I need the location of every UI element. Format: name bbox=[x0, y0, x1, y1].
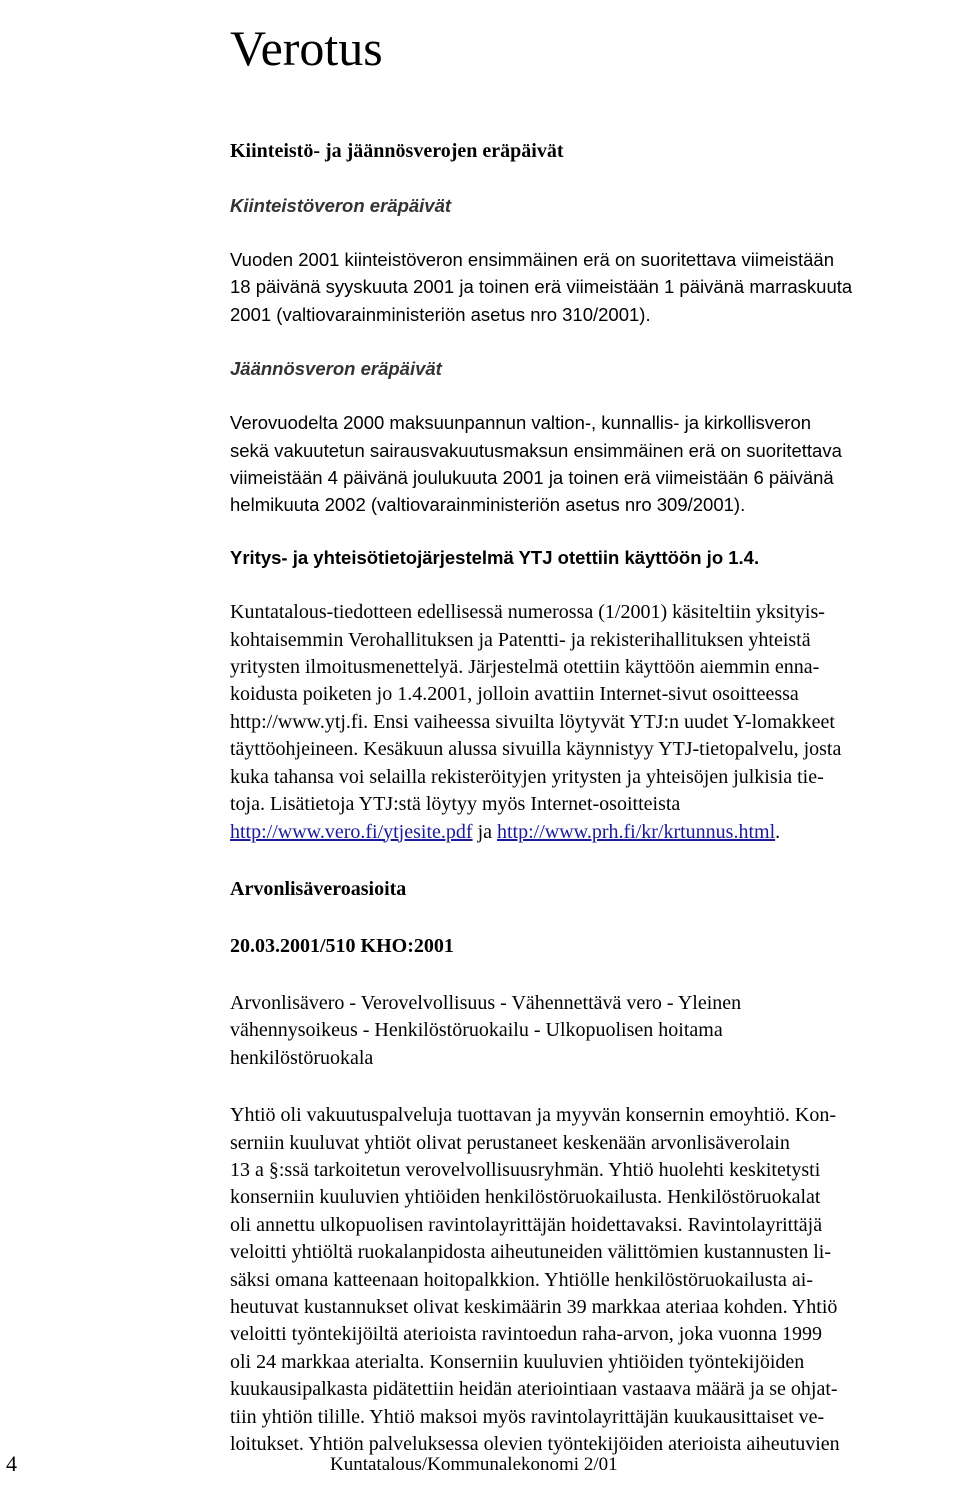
text-line: veloitti yhtiöltä ruokalanpidosta aiheutuneiden välittömien kustannusten li- bbox=[230, 1241, 831, 1264]
text-line: henkilöstöruokala bbox=[230, 1046, 374, 1069]
text-line: täyttöohjeineen. Kesäkuun alussa sivuilla käynnistyy YTJ-tietopalvelu, josta bbox=[230, 738, 842, 761]
text-line: 18 päivänä syyskuuta 2001 ja toinen erä viimeistään 1 päivänä marraskuuta bbox=[230, 276, 853, 298]
text-line: Verovuodelta 2000 maksuunpannun valtion-, kunnallis- ja kirkollisveron bbox=[230, 412, 812, 434]
text-line: oli annettu ulkopuolisen ravintolayrittäjän hoidettavaksi. Ravintolayrittäjä bbox=[230, 1213, 823, 1236]
vero-ytjesite-link[interactable]: http://www.vero.fi/ytjesite.pdf bbox=[230, 820, 473, 843]
text-line: kuukausipalkasta pidätettiin heidän ateriointiaan vastaava määrä ja se ohjat- bbox=[230, 1378, 838, 1401]
text-line: säksi omana katteenaan hoitopalkkion. Yhtiölle henkilöstöruokailusta ai- bbox=[230, 1268, 814, 1291]
text-line: Vuoden 2001 kiinteistöveron ensimmäinen erä on suoritettava viimeistään bbox=[230, 249, 834, 270]
section-heading-property-tax: Kiinteistö- ja jäännösverojen eräpäivät bbox=[230, 140, 564, 162]
subheading-property-tax-dates: Kiinteistöveron eräpäivät bbox=[230, 195, 452, 216]
text-line: Yhtiö oli vakuutuspalveluja tuottavan ja myyvän konsernin emoyhtiö. Kon- bbox=[230, 1104, 837, 1127]
text-line: 2001 (valtiovarainministeriön asetus nro 310/2001). bbox=[230, 303, 651, 325]
subheading-residual-tax-dates: Jäännösveron eräpäivät bbox=[230, 358, 442, 380]
case-heading: 20.03.2001/510 KHO:2001 bbox=[230, 934, 454, 957]
section-heading-vat: Arvonlisäveroasioita bbox=[230, 877, 407, 900]
text-line: http://www.ytj.fi. Ensi vaiheessa sivuilta löytyvät YTJ:n uudet Y-lomakkeet bbox=[230, 710, 835, 733]
text-line: yritysten ilmoitusmenettelyä. Järjestelmä otettiin käyttöön aiemmin enna- bbox=[230, 656, 820, 679]
text-line: helmikuuta 2002 (valtiovarainministeriön asetus nro 309/2001). bbox=[230, 494, 746, 516]
text-line: viimeistään 4 päivänä joulukuuta 2001 ja toinen erä viimeistään 6 päivänä bbox=[230, 467, 834, 489]
case-keywords bbox=[230, 990, 956, 1072]
text-line: veloitti työntekijöiltä aterioista ravintoedun raha-arvon, joka vuonna 1999 bbox=[230, 1323, 823, 1346]
page-title: Verotus bbox=[230, 20, 383, 76]
text-line: loitukset. Yhtiön palveluksessa olevien työntekijöiden aterioista aiheutuvien bbox=[230, 1433, 840, 1455]
link-joiner-text: ja bbox=[472, 820, 497, 843]
section-heading-ytj: Yritys- ja yhteisötietojärjestelmä YTJ otettiin käyttöön jo 1.4. bbox=[230, 546, 760, 568]
text-line: sekä vakuutetun sairausvakuutusmaksun ensimmäinen erä on suoritettava bbox=[230, 439, 842, 461]
paragraph-ytj bbox=[230, 599, 956, 846]
footer-publication: Kuntatalous/Kommunalekonomi 2/01 bbox=[330, 1454, 618, 1475]
text-line: heutuvat kustannukset olivat keskimäärin 39 markkaa ateriaa kohden. Yhtiö bbox=[230, 1295, 838, 1318]
document-page bbox=[230, 18, 956, 1458]
links-line bbox=[230, 819, 956, 846]
link-end-text: . bbox=[775, 820, 781, 843]
text-line: oli 24 markkaa aterialta. Konserniin kuuluvien yhtiöiden työntekijöiden bbox=[230, 1350, 805, 1373]
text-line: serniin kuuluvat yhtiöt olivat perustaneet keskenään arvonlisäverolain bbox=[230, 1131, 790, 1154]
paragraph-property-tax bbox=[230, 246, 956, 328]
text-line: tiin yhtiön tilille. Yhtiö maksoi myös ravintolayrittäjän kuukausittaiset ve- bbox=[230, 1405, 825, 1428]
text-line: Kuntatalous-tiedotteen edellisessä numerossa (1/2001) käsiteltiin yksityis- bbox=[230, 601, 825, 624]
text-line: konserniin kuuluvien yhtiöiden henkilöstöruokailusta. Henkilöstöruokalat bbox=[230, 1186, 821, 1209]
case-body bbox=[230, 1102, 956, 1458]
text-line: 13 a §:ssä tarkoitetun verovelvollisuusryhmän. Yhtiö huolehti keskitetysti bbox=[230, 1158, 821, 1181]
text-line: toja. Lisätietoja YTJ:stä löytyy myös Internet-osoitteista bbox=[230, 793, 681, 816]
text-line: Arvonlisävero - Verovelvollisuus - Vähennettävä vero - Yleinen bbox=[230, 991, 742, 1014]
text-line: vähennysoikeus - Henkilöstöruokailu - Ulkopuolisen hoitama bbox=[230, 1019, 723, 1042]
page-number: 4 bbox=[6, 1451, 17, 1476]
paragraph-residual-tax bbox=[230, 409, 956, 519]
text-line: koidusta poiketen jo 1.4.2001, jolloin avattiin Internet-sivut osoitteessa bbox=[230, 683, 799, 706]
prh-krtunnus-link[interactable]: http://www.prh.fi/kr/krtunnus.html bbox=[497, 820, 776, 843]
text-line: kuka tahansa voi selailla rekisteröityjen yritysten ja yhteisöjen julkisia tie- bbox=[230, 765, 824, 788]
text-line: kohtaisemmin Verohallituksen ja Patentti- ja rekisterihallituksen yhteistä bbox=[230, 628, 811, 651]
